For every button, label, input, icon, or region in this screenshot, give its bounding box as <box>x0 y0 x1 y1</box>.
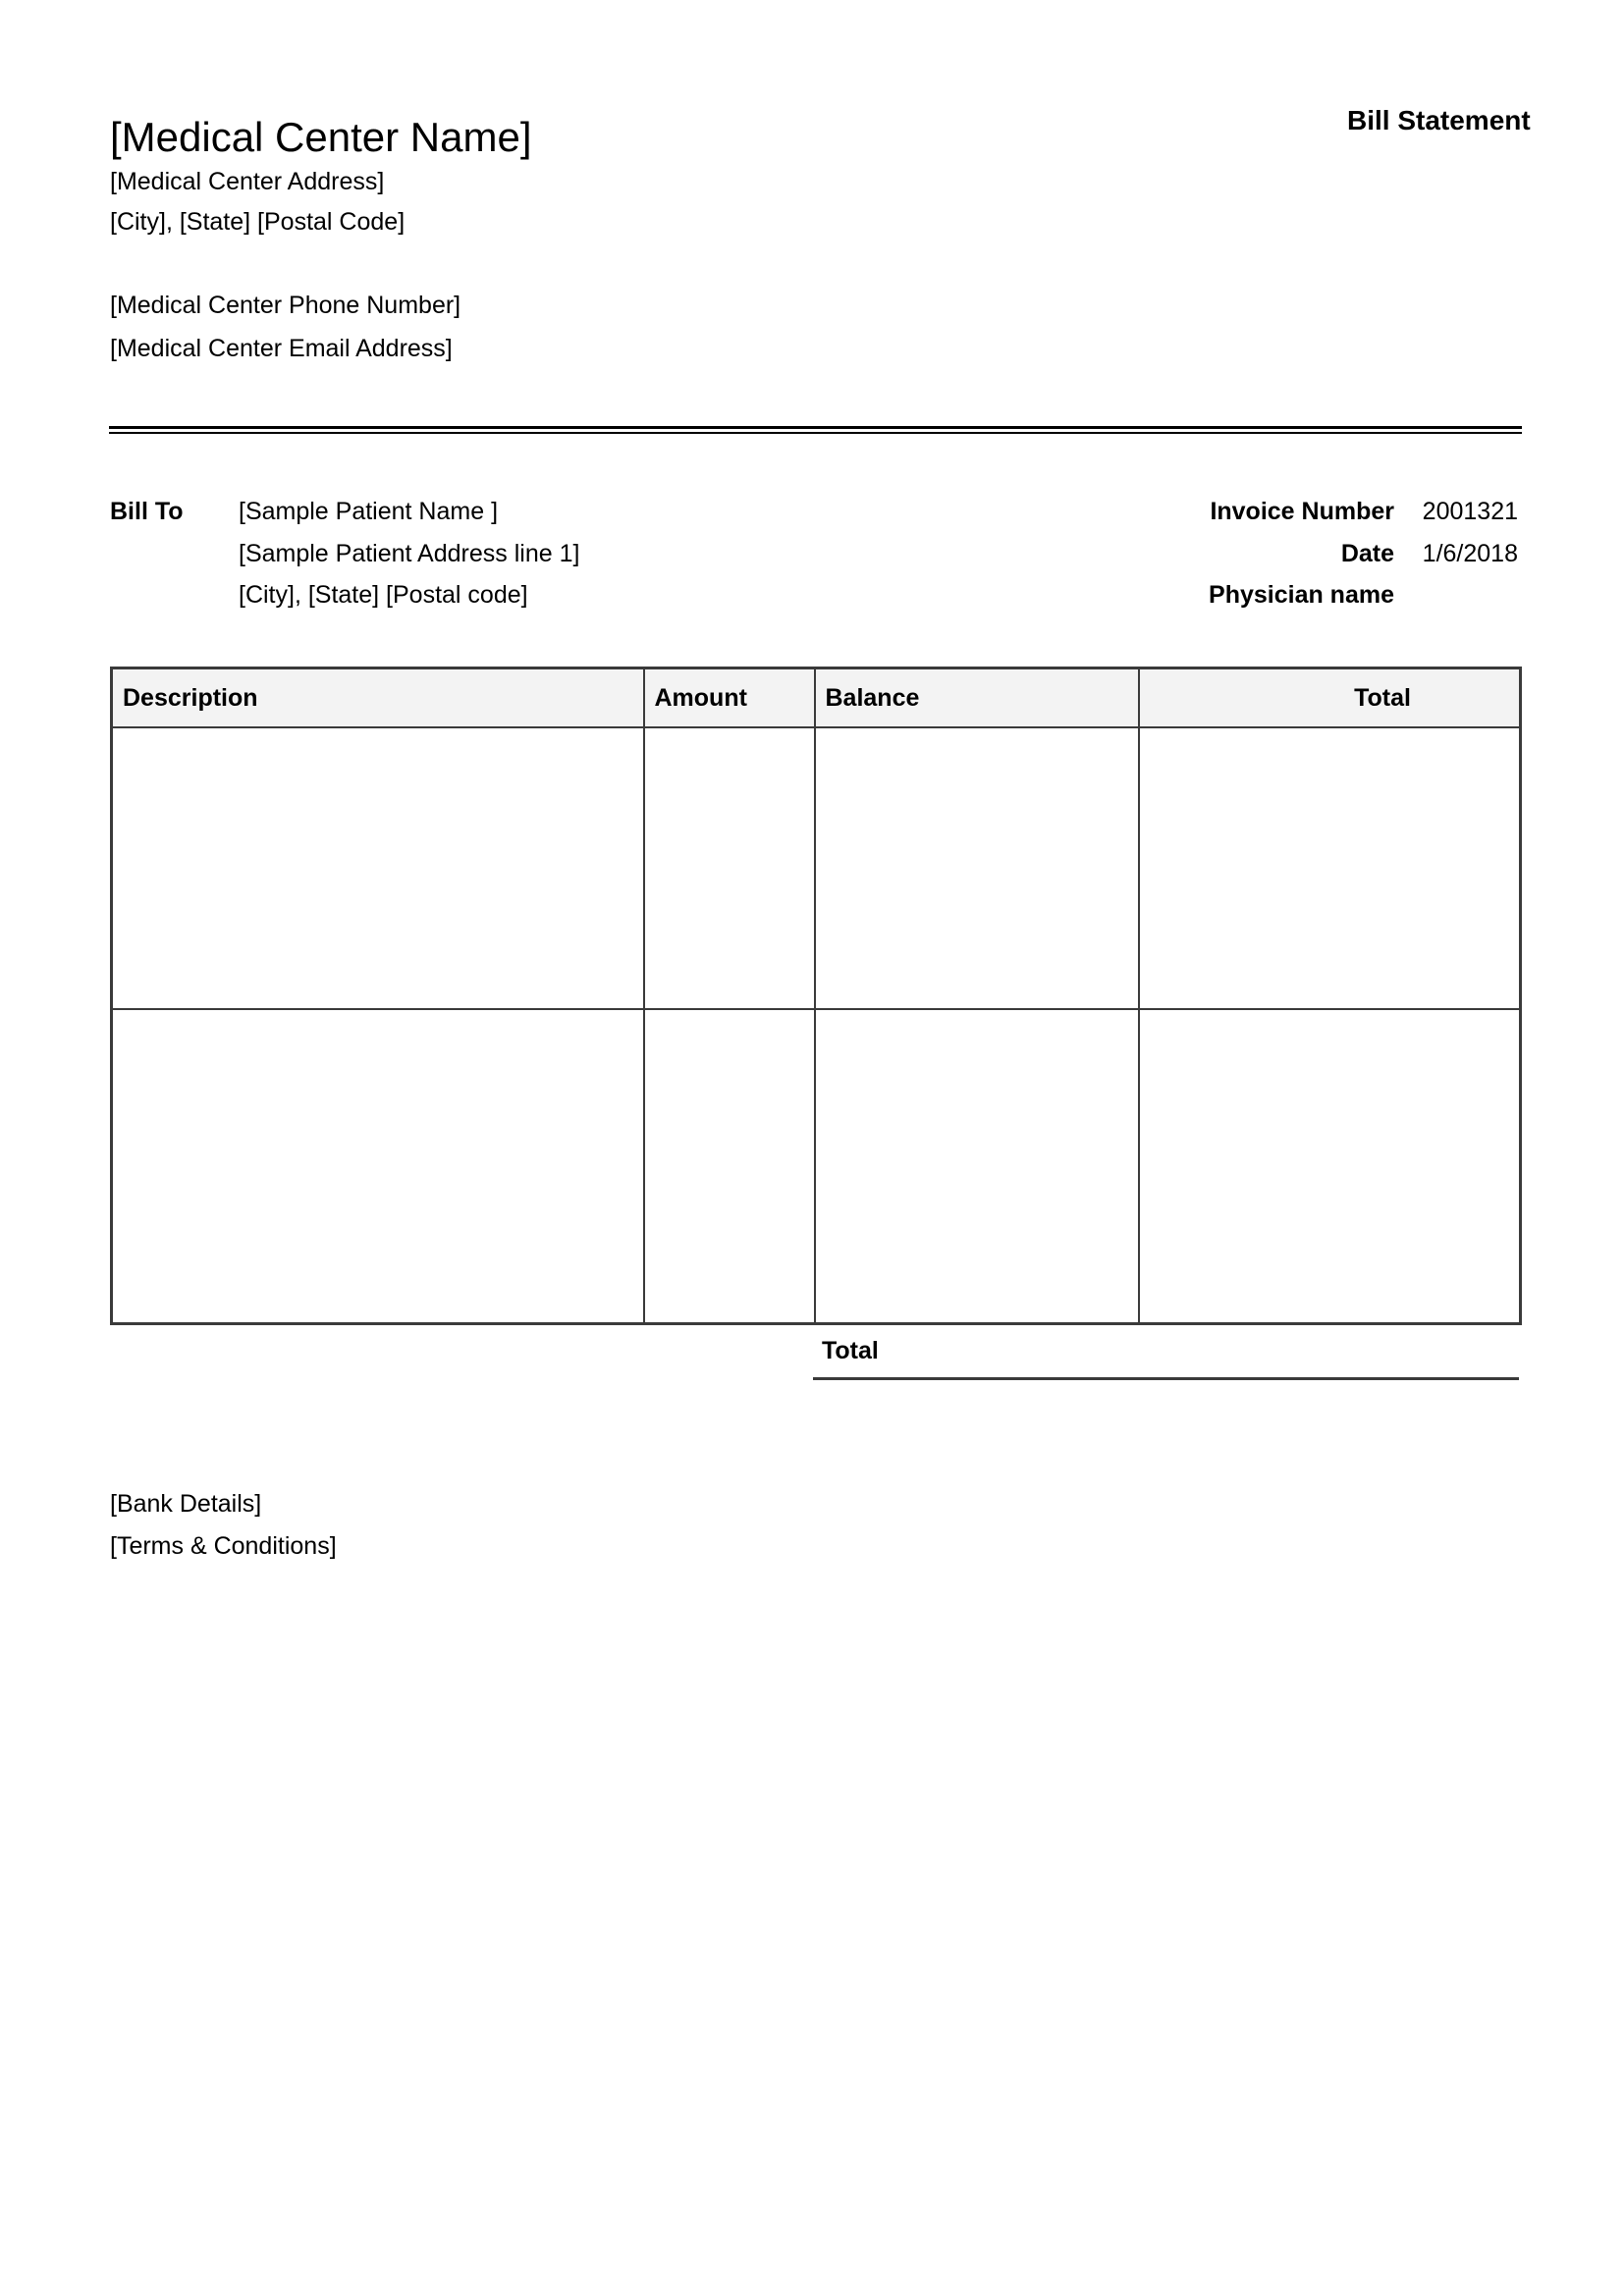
company-email: [Medical Center Email Address] <box>110 335 453 362</box>
table-row <box>112 1009 1521 1324</box>
document-title: Bill Statement <box>1347 105 1531 135</box>
bank-details: [Bank Details] <box>110 1490 262 1518</box>
cell-description[interactable] <box>112 1009 644 1324</box>
terms-and-conditions: [Terms & Conditions] <box>110 1532 337 1560</box>
patient-address: [Sample Patient Address line 1] <box>239 540 580 567</box>
company-name: [Medical Center Name] <box>110 114 532 160</box>
patient-name: [Sample Patient Name ] <box>239 498 499 525</box>
table-row <box>112 727 1521 1009</box>
column-header-balance: Balance <box>815 668 1139 728</box>
invoice-number-label: Invoice Number <box>1210 498 1394 525</box>
cell-balance[interactable] <box>815 727 1139 1009</box>
column-header-description: Description <box>112 668 644 728</box>
cell-description[interactable] <box>112 727 644 1009</box>
column-header-total: Total <box>1139 668 1521 728</box>
column-header-amount: Amount <box>644 668 815 728</box>
cell-total[interactable] <box>1139 727 1521 1009</box>
cell-amount[interactable] <box>644 1009 815 1324</box>
bill-to-label: Bill To <box>110 498 184 525</box>
line-items-table <box>110 667 1522 1325</box>
header-divider-bottom <box>109 432 1522 434</box>
company-address: [Medical Center Address] <box>110 168 385 195</box>
patient-city-state-postal: [City], [State] [Postal code] <box>239 581 528 609</box>
cell-amount[interactable] <box>644 727 815 1009</box>
cell-balance[interactable] <box>815 1009 1139 1324</box>
header-divider-top <box>109 426 1522 429</box>
grand-total-underline <box>813 1377 1519 1380</box>
invoice-date-value: 1/6/2018 <box>1422 540 1518 567</box>
company-phone: [Medical Center Phone Number] <box>110 292 461 319</box>
physician-label: Physician name <box>1209 581 1394 609</box>
table-header-row <box>112 668 1521 728</box>
company-city-state-postal: [City], [State] [Postal Code] <box>110 208 406 236</box>
cell-total[interactable] <box>1139 1009 1521 1324</box>
invoice-date-label: Date <box>1340 540 1394 567</box>
grand-total-label: Total <box>822 1337 879 1364</box>
invoice-number-value: 2001321 <box>1422 498 1518 525</box>
